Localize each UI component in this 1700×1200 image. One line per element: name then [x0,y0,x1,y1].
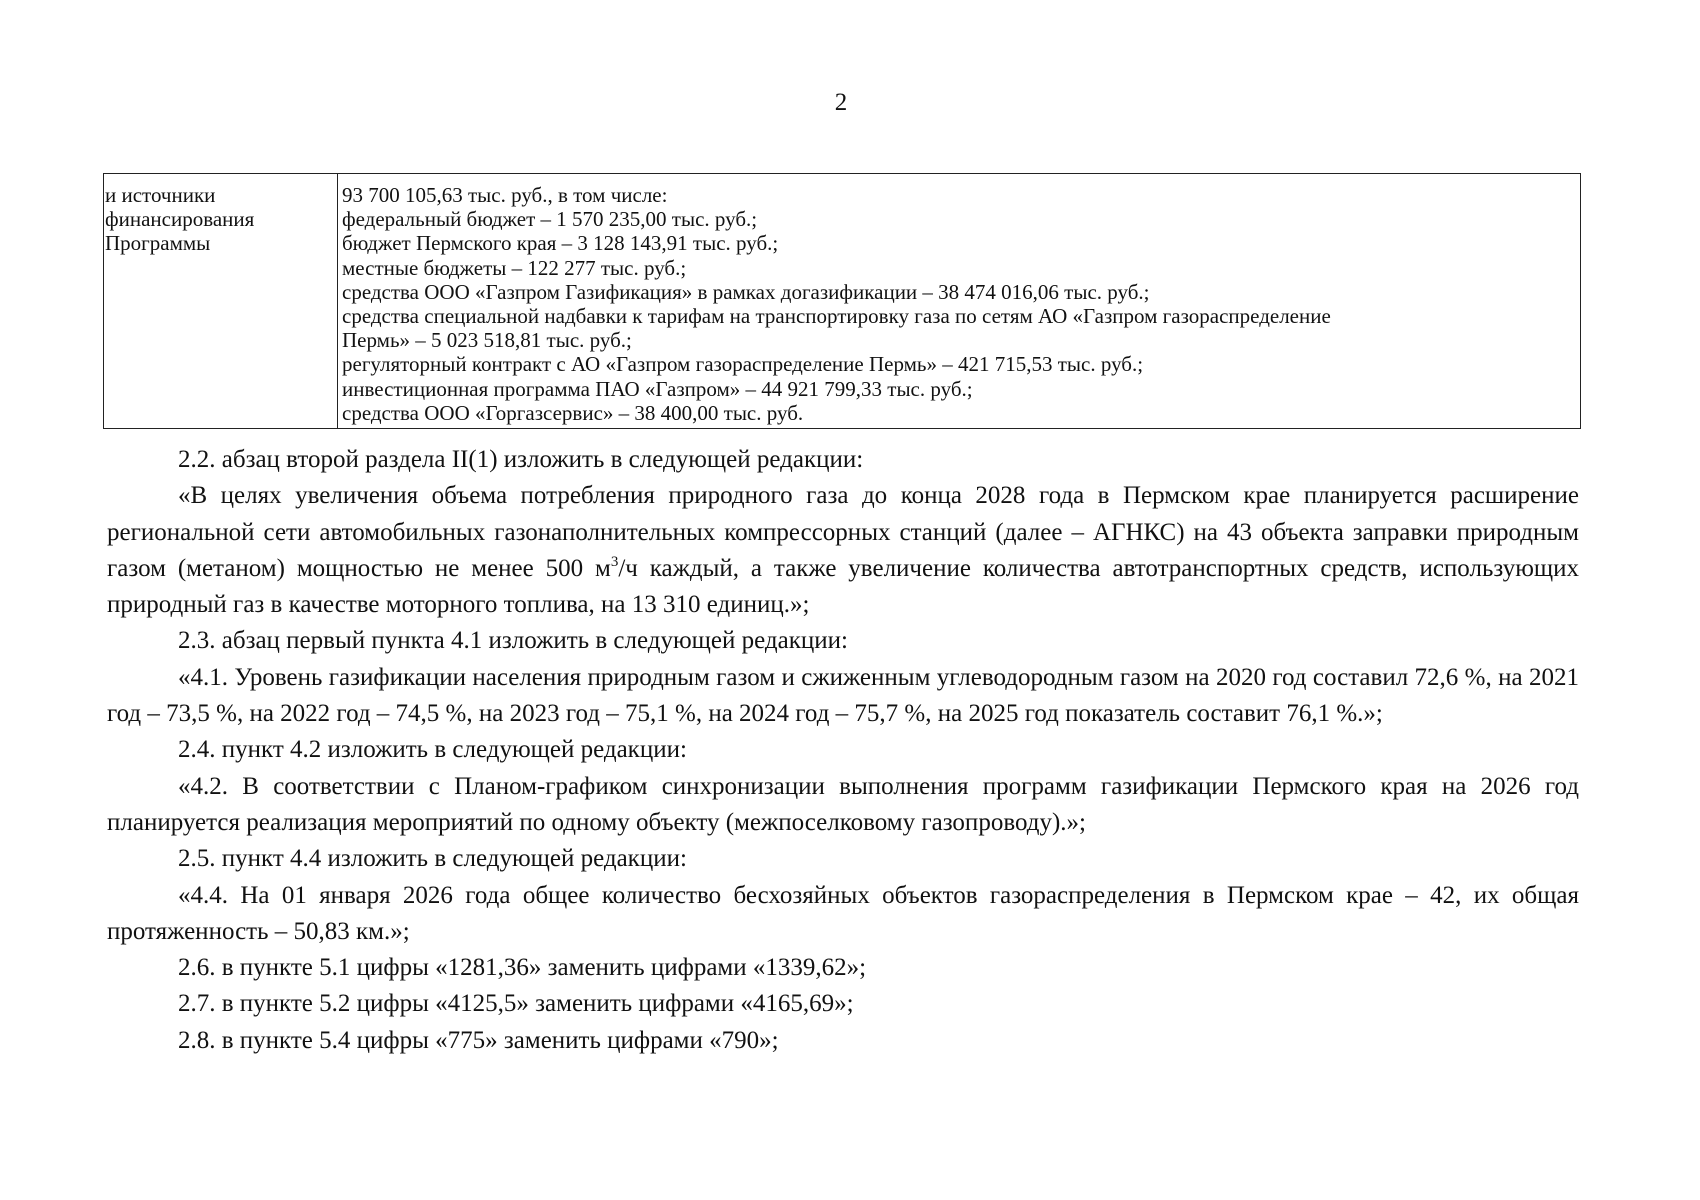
paragraph-2-6: 2.6. в пункте 5.1 цифры «1281,36» заменить цифрами «1339,62»; [178,954,867,982]
paragraph-2-2-text [107,478,1579,623]
paragraph-2-8: 2.8. в пункте 5.4 цифры «775» заменить цифрами «790»; [178,1026,779,1054]
funding-values-cell [338,174,1580,428]
paragraph-2-5-text: «4.4. На 01 января 2026 года общее количество бесхозяйных объектов газораспределения в Пермском крае – 42, их общая протяженность – 50,83 км.»; [107,881,1579,945]
funding-gazprom-gasification-line: средства ООО «Газпром Газификация» в рамках догазификации – 38 474 016,06 тыс. руб.; [342,279,1150,304]
funding-label-line: и источники [105,183,216,207]
funding-regional-line: бюджет Пермского края – 3 128 143,91 тыс. руб.; [342,231,779,256]
paragraph-2-2: 2.2. абзац второй раздела II(1) изложить в следующей редакции: [178,446,864,473]
amendments-body [107,442,1579,1059]
paragraph-2-3-text: «4.1. Уровень газификации населения природным газом и сжиженным углеводородным газом на 2020 год составил 72,6 %, на 2021 год – 73,5 %, на 2022 год – 74,5 %, на 2023 год – 75,1 %, на 2024 год – 75,7 %, на 2025 год показатель составит 76,1 %.»; [107,663,1579,728]
funding-total-line: 93 700 105,63 тыс. руб., в том числе: [342,183,668,207]
funding-table [103,173,1581,429]
paragraph-2-3: 2.3. абзац первый пункта 4.1 изложить в следующей редакции: [178,627,848,655]
funding-regulatory-contract-line: регуляторный контракт с АО «Газпром газораспределение Пермь» – 421 715,53 тыс. руб.; [342,352,1144,377]
page-number: 2 [834,89,848,116]
funding-local-line: местные бюджеты – 122 277 тыс. руб.; [342,255,687,280]
paragraph-2-2-text-b: /ч каждый, а также увеличение количества автотранспортных средств, использующих природный газ в качестве моторного топлива, на 13 310 единиц.»; [107,554,1579,619]
paragraph-2-4: 2.4. пункт 4.2 изложить в следующей редакции: [178,736,687,764]
funding-investment-program-line: инвестиционная программа ПАО «Газпром» – 44 921 799,33 тыс. руб.; [342,376,973,401]
funding-surcharge-line: средства специальной надбавки к тарифам на транспортировку газа по сетям АО «Газпром газораспределение [342,304,1331,329]
funding-label-line: финансирования [105,207,255,232]
funding-gorgazservis-line: средства ООО «Горгазсервис» – 38 400,00 тыс. руб. [342,400,804,425]
superscript-3: 3 [610,553,619,570]
funding-surcharge-line-cont: Пермь» – 5 023 518,81 тыс. руб.; [342,328,632,353]
funding-federal-line: федеральный бюджет – 1 570 235,00 тыс. руб.; [342,207,758,232]
funding-label-cell [104,174,338,428]
paragraph-2-7: 2.7. в пункте 5.2 цифры «4125,5» заменить цифрами «4165,69»; [178,990,854,1018]
funding-label-line: Программы [105,231,211,256]
paragraph-2-4-text: «4.2. В соответствии с Планом-графиком синхронизации выполнения программ газификации Пермского края на 2026 год планируется реализация мероприятий по одному объекту (межпоселковому газопроводу).»; [107,772,1579,836]
paragraph-2-2-text-a: «В целях увеличения объема потребления природного газа до конца 2028 года в Пермском крае планируется расширение региональной сети автомобильных газонаполнительных компрессорных станций (далее – АГНКС) на 43 объекта заправки природным газом (метаном) мощностью не менее 500 м [107,482,1579,582]
paragraph-2-5: 2.5. пункт 4.4 изложить в следующей редакции: [178,845,687,873]
